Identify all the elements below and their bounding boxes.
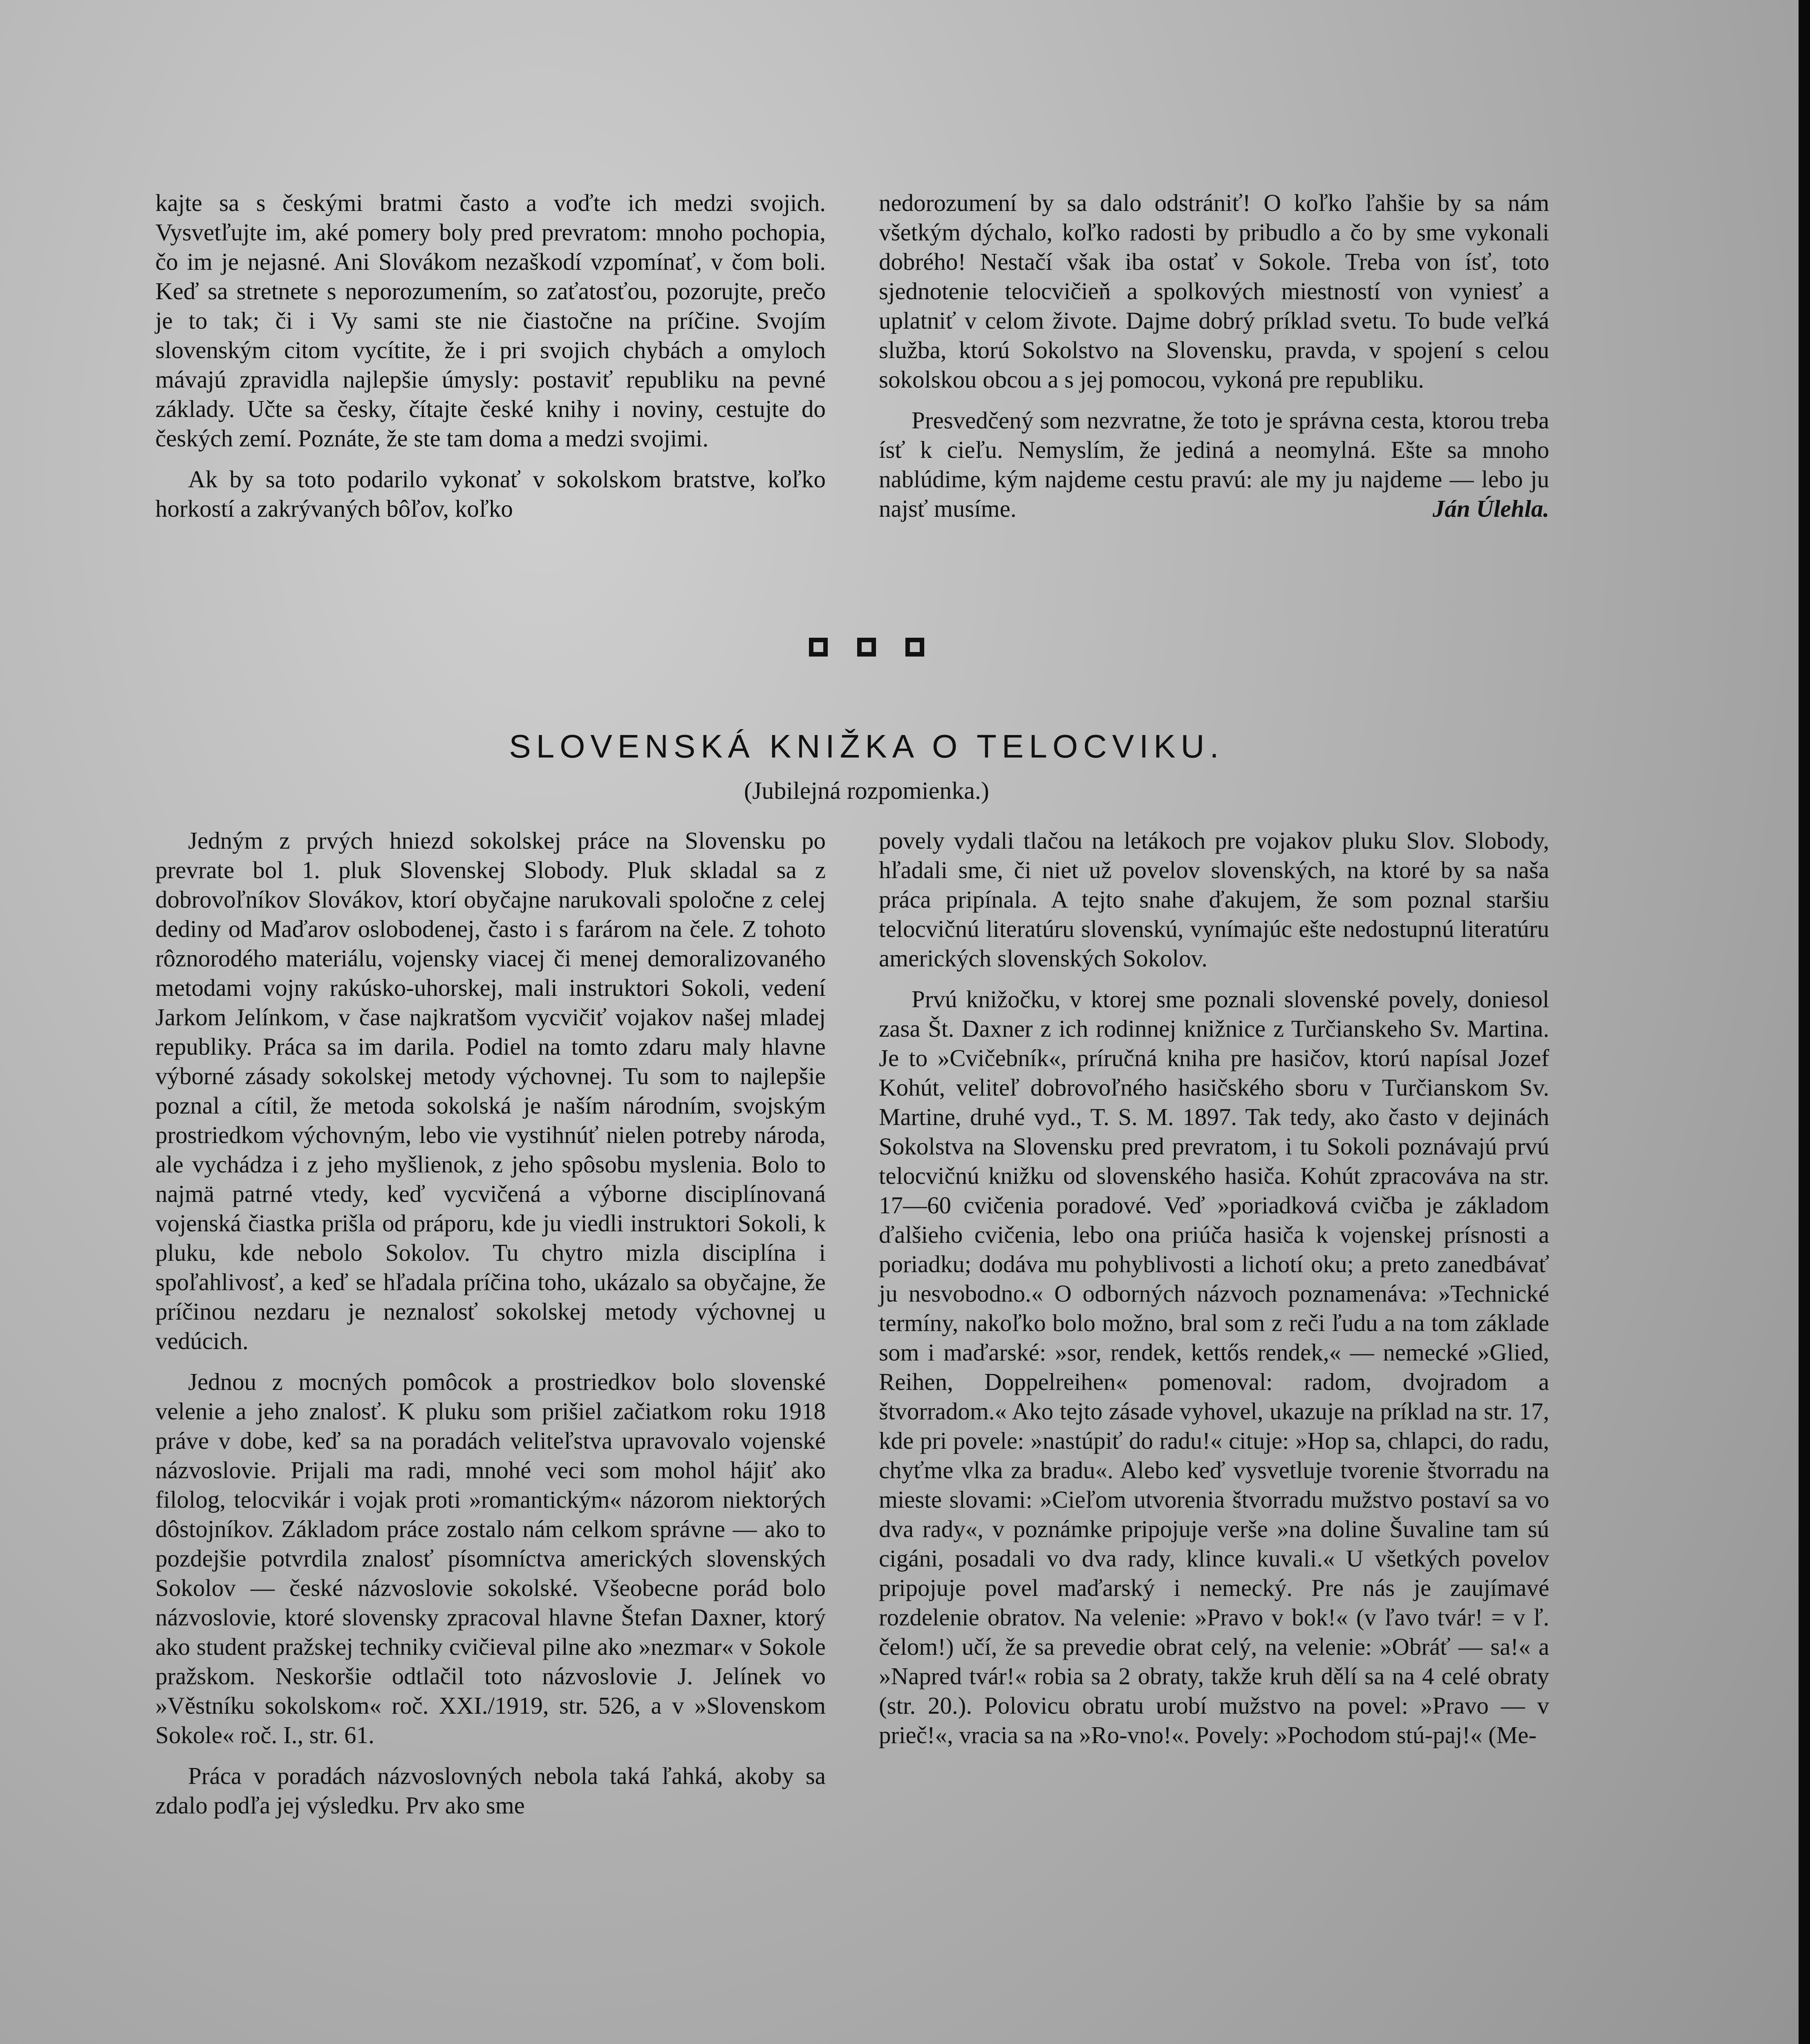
bottom-left-column xyxy=(155,826,826,1946)
article-title: SLOVENSKÁ KNIŽKA O TELOCVIKU. xyxy=(509,728,1224,764)
paragraph: Jedným z prvých hniezd sokolskej práce na Slovensku po prevrate bol 1. pluk Slovenskej Slobody. Pluk skladal sa z dobrovoľníkov Slovákov, ktorí obyčajne narukovali spoločne z celej dediny od Maďarov oslobodenej, často i s farárom na čele. Z tohoto rôznorodého materiálu, vojensky viacej či menej demoralizovaného metodami vojny rakúsko-uhorskej, mali instruktori Sokoli, vedení Jarkom Jelínkom, v čase najkratšom vycvičiť vojakov našej mladej republiky. Práca sa im darila. Podiel na tomto zdaru maly hlavne výborné zásady sokolskej metody výchovnej. Tu som to najlepšie poznal a cítil, že metoda sokolská je naším národním, svojským prostriedkom výchovným, lebo vie vystihnúť nielen potreby národa, ale vychádza i z jeho myšlienok, z jeho spôsobu myslenia. Bolo to najmä patrné vtedy, keď vycvičená a výborne disciplínovaná vojenská čiastka prišla od práporu, kde ju viedli instruktori Sokoli, k pluku, kde nebolo Sokolov. Tu chytro mizla disciplína i spoľahlivosť, a keď se hľadala príčina toho, ukázalo sa obyčajne, že príčinou nezdaru je neznalosť sokolskej metody výchovnej u vedúcich. xyxy=(155,827,826,1354)
author-signature: Ján Úlehla. xyxy=(1432,495,1549,522)
paragraph: Práca v poradách názvoslovných nebola taká ľahká, akoby sa zdalo podľa jej výsledku. Prv ako sme xyxy=(155,1762,826,1819)
paragraph: Presvedčený som nezvratne, že toto je správna cesta, ktorou treba ísť k cieľu. Nemyslím, že jediná a neomylná. Ešte sa mnoho nablúdime, kým najdeme cestu pravú: ale my ju najdeme — lebo ju najsť musíme. xyxy=(879,407,1549,522)
top-right-column xyxy=(879,188,1549,523)
paragraph: povely vydali tlačou na letákoch pre vojakov pluku Slov. Slobody, hľadali sme, či niet už povelov slovenských, na ktoré by sa naša práca pripínala. A tejto snahe ďakujem, že som poznal staršiu telocvičnú literatúru slovenskú, vynímajúc ešte nedostupnú literatúru amerických slovenských Sokolov. xyxy=(879,827,1549,972)
paragraph: kajte sa s českými bratmi často a voďte ich medzi svojich. Vysvetľujte im, aké pomery boly pred prevratom: mnoho pochopia, čo im je nejasné. Ani Slovákom nezaškodí vzpomínať, v čom boli. Keď sa stretnete s neporozumením, so zaťatosťou, pozorujte, prečo je to tak; či i Vy sami ste nie čiastočne na príčine. Svojím slovenským citom vycítite, že i pri svojich chybách a omyloch mávajú zpravidla najlepšie úmysly: postaviť republiku na pevné základy. Učte sa česky, čítajte české knihy i noviny, cestujte do českých zemí. Poznáte, že ste tam doma a medzi svojimi. xyxy=(155,189,826,452)
article-subtitle: (Jubilejná rozpomienka.) xyxy=(744,777,989,804)
page xyxy=(155,172,1578,2044)
section-separator xyxy=(155,638,1578,657)
bottom-right-column xyxy=(879,826,1549,1946)
square-ornament-icon xyxy=(905,638,924,657)
square-ornament-icon xyxy=(809,638,828,657)
square-ornament-icon xyxy=(857,638,876,657)
paragraph: Ak by sa toto podarilo vykonať v sokolskom bratstve, koľko horkostí a zakrývaných bôľov, koľko xyxy=(155,466,826,522)
paragraph: nedorozumení by sa dalo odstrániť! O koľko ľahšie by sa nám všetkým dýchalo, koľko radosti by pribudlo a čo by sme vykonali dobrého! Nestačí však iba ostať v Sokole. Treba von ísť, toto sjednotenie telocvičieň a spolkových miestností von vyniesť a uplatniť v celom živote. Dajme dobrý príklad svetu. To bude veľká služba, ktorú Sokolstvo na Slovensku, pravda, v spojení s celou sokolskou obcou a s jej pomocou, vykoná pre republiku. xyxy=(879,189,1549,393)
scan-edge xyxy=(1799,0,1810,2044)
top-left-column xyxy=(155,188,826,523)
paragraph: Jednou z mocných pomôcok a prostriedkov bolo slovenské velenie a jeho znalosť. K pluku som prišiel začiatkom roku 1918 práve v dobe, keď sa na poradách veliteľstva upravovalo vojenské názvoslovie. Prijali ma radi, mnohé veci som mohol hájiť ako filolog, telocvikár i vojak proti »romantickým« názorom niektorých dôstojníkov. Základom práce zostalo nám celkom správne — ako to pozdejšie potvrdila znalosť písomníctva amerických slovenských Sokolov — české názvoslovie sokolské. Všeobecne porád bolo názvoslovie, ktoré slovensky zpracoval hlavne Štefan Daxner, ktorý ako student pražskej techniky cvičieval pilne ako »nezmar« v Sokole pražskom. Neskoršie odtlačil toto názvoslovie J. Jelínek vo »Věstníku sokolskom« roč. XXI./1919, str. 526, a v »Slovenskom Sokole« roč. I., str. 61. xyxy=(155,1368,826,1748)
paragraph: Prvú knižočku, v ktorej sme poznali slovenské povely, doniesol zasa Št. Daxner z ich rodinnej knižnice z Turčianskeho Sv. Martina. Je to »Cvičebník«, príručná kniha pre hasičov, ktorú napísal Jozef Kohút, veliteľ dobrovoľného hasičského sboru v Turčianskom Sv. Martine, druhé vyd., T. S. M. 1897. Tak tedy, ako často v dejinách Sokolstva na Slovensku pred prevratom, i tu Sokoli poznávajú prvú telocvičnú knižku od slovenského hasiča. Kohút zpracováva na str. 17—60 cvičenia poradové. Veď »poriadková cvičba je základom ďalšieho cvičenia, lebo ona priúča hasiča k vojenskej prísnosti a poriadku; dodáva mu pohyblivosti a lichotí oku; a preto zanedbávať ju nesvobodno.« O odborných názvoch poznamenáva: »Technické termíny, nakoľko bolo možno, bral som z reči ľudu a na tom základe som i maďarské: »sor, rendek, kettős rendek,« — nemecké »Glied, Reihen, Doppelreihen« pomenoval: radom, dvojradom a štvorradom.« Ako tejto zásade vyhovel, ukazuje na príklad na str. 17, kde pri povele: »nastúpiť do radu!« cituje: »Hop sa, chlapci, do radu, chyťme vlka za bradu«. Alebo keď vysvetluje tvorenie štvorradu na mieste slovami: »Cieľom utvorenia štvorradu mužstvo postaví sa vo dva rady«, v poznámke pripojuje verše »na doline Šuvaline tam sú cigáni, posadali vo dva rady, klince kuvali.« U všetkých povelov pripojuje povel maďarský i nemecký. Pre nás je zaujímavé rozdelenie obratov. Na velenie: »Pravo v bok!« (v ľavo tvár! = v ľ. čelom!) učí, že sa prevedie obrat celý, na velenie: »Obráť — sa!« a »Napred tvár!« robia sa 2 obraty, takže kruh dělí sa na 4 celé obraty (str. 20.). Polovicu obratu urobí mužstvo na povel: »Pravo — v prieč!«, vracia sa na »Ro-vno!«. Povely: »Pochodom stú-paj!« (Me- xyxy=(879,986,1549,1748)
